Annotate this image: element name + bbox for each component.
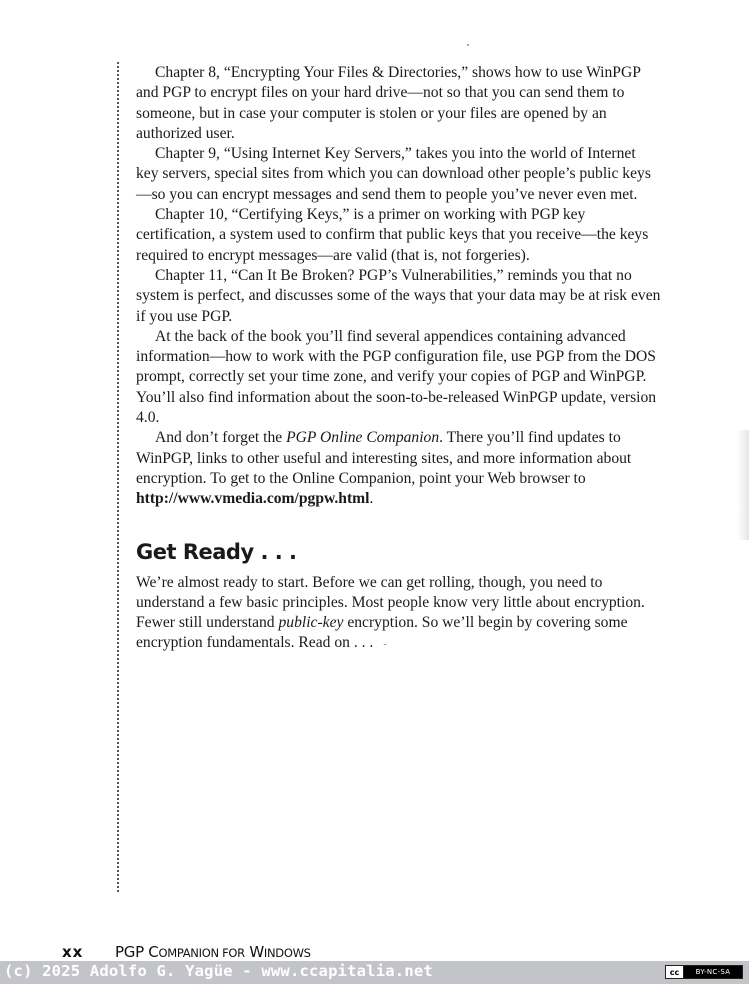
running-head-smallcaps-2: INDOWS bbox=[263, 946, 311, 960]
ready-emphasis: public-key bbox=[278, 614, 344, 632]
running-head-part-1: PGP C bbox=[115, 943, 159, 961]
cc-icon: cc bbox=[666, 966, 684, 978]
running-head-part-2: W bbox=[244, 943, 264, 961]
copyright-notice: (c) 2025 Adolfo G. Yagüe - www.ccapitalia.net bbox=[4, 962, 433, 980]
cc-license-badge[interactable] bbox=[665, 965, 743, 979]
companion-text-before: And don’t forget the bbox=[155, 429, 287, 447]
running-head bbox=[115, 943, 311, 961]
scan-mark: - bbox=[383, 639, 387, 651]
section-heading: Get Ready . . . bbox=[136, 539, 297, 564]
paragraph-chapter-10: Chapter 10, “Certifying Keys,” is a primer on working with PGP key certification, a system used to confirm that public keys that you receive—the keys required to encrypt messages—are valid (that is, not forgeries). bbox=[136, 206, 649, 264]
page-edge-shadow bbox=[737, 430, 749, 540]
dotted-margin-rule bbox=[117, 62, 119, 892]
page-footer bbox=[62, 943, 311, 961]
copyright-bar bbox=[0, 961, 749, 984]
paragraph-chapter-11: Chapter 11, “Can It Be Broken? PGP’s Vulnerabilities,” reminds you that no system is perfect, and discusses some of the ways that your data may be at risk even if you use PGP. bbox=[136, 266, 661, 325]
paragraph-chapter-8: Chapter 8, “Encrypting Your Files & Directories,” shows how to use WinPGP and PGP to encrypt files on your hard drive—not so that you can send them to someone, but in case your computer is stolen or your files are opened by an authorized user. bbox=[136, 64, 641, 142]
companion-text-after: . bbox=[369, 490, 374, 508]
cc-license-label: BY-NC-SA bbox=[684, 966, 742, 978]
ready-text-before: We’re almost ready to start. Before we can get rolling, though, you need to understand a few basic principles. Most people know very little about encryption. Fewer still understand bbox=[136, 573, 645, 632]
paragraph-appendices: At the back of the book you’ll find several appendices containing advanced information—how to work with the PGP configuration file, use PGP from the DOS prompt, correctly set your time zone, and verify your copies of PGP and WinPGP. You’ll also find information about the soon-to-be-released WinPGP update, version 4.0. bbox=[136, 327, 657, 427]
page-number: xx bbox=[62, 943, 84, 961]
companion-text-middle: . There you’ll find updates to WinPGP, links to other useful and interesting sites, and more information about encryption. To get to the Online Companion, point your Web browser to bbox=[136, 429, 632, 487]
companion-url-link[interactable]: http://www.vmedia.com/pgpw.html bbox=[136, 490, 370, 508]
scan-speck bbox=[467, 44, 469, 46]
paragraph-online-companion bbox=[136, 428, 662, 509]
companion-title: PGP Online Companion bbox=[286, 429, 440, 447]
page-body bbox=[136, 63, 662, 656]
paragraph-get-ready bbox=[136, 573, 662, 656]
ready-text-after: encryption. So we’ll begin by covering some encryption fundamentals. Read on . . . bbox=[136, 614, 628, 652]
paragraph-chapter-9: Chapter 9, “Using Internet Key Servers,” takes you into the world of Internet key servers, special sites from which you can download other people’s public keys—so you can encrypt messages and send them to people you’ve never even met. bbox=[136, 145, 651, 203]
running-head-smallcaps-1: OMPANION FOR bbox=[158, 946, 245, 960]
